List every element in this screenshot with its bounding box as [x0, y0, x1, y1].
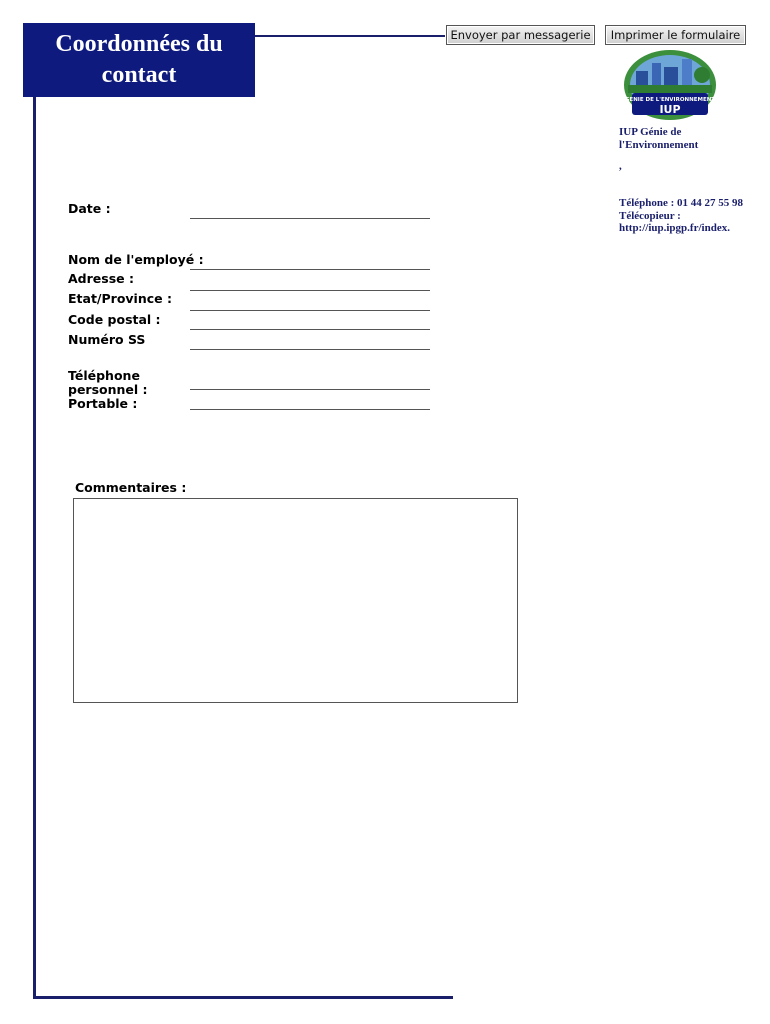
- frame-bottom-border: [33, 996, 453, 999]
- comments-textarea[interactable]: [73, 498, 518, 703]
- personal-phone-field[interactable]: [190, 389, 430, 390]
- organization-phone: Téléphone : 01 44 27 55 98: [619, 197, 744, 209]
- ss-number-label: Numéro SS: [68, 332, 146, 347]
- postal-code-field[interactable]: [190, 329, 430, 330]
- date-field[interactable]: [190, 218, 430, 219]
- email-form-button[interactable]: Envoyer par messagerie: [446, 25, 595, 45]
- frame-top-border: [255, 35, 445, 37]
- organization-name: IUP Génie de l'Environnement: [619, 126, 699, 151]
- postal-code-label: Code postal :: [68, 312, 161, 327]
- date-label: Date :: [68, 201, 111, 216]
- mobile-field[interactable]: [190, 409, 430, 410]
- comments-label: Commentaires :: [75, 480, 187, 495]
- organization-separator: ,: [619, 160, 622, 172]
- employee-name-field[interactable]: [190, 269, 430, 270]
- ss-number-field[interactable]: [190, 349, 430, 350]
- iup-logo-icon: [622, 45, 718, 121]
- page-title: Coordonnées du contact: [23, 23, 255, 97]
- personal-phone-label: Téléphone personnel :: [68, 368, 148, 397]
- frame-left-border: [33, 97, 36, 999]
- print-form-button[interactable]: Imprimer le formulaire: [605, 25, 746, 45]
- state-field[interactable]: [190, 310, 430, 311]
- logo-ring-text: GENIE DE L'ENVIRONNEMENT: [624, 97, 716, 103]
- employee-name-label: Nom de l'employé :: [68, 252, 204, 267]
- logo-brand-text: IUP: [659, 103, 681, 116]
- state-label: Etat/Province :: [68, 291, 172, 306]
- address-field[interactable]: [190, 290, 430, 291]
- address-label: Adresse :: [68, 271, 134, 286]
- organization-url[interactable]: http://iup.ipgp.fr/index.: [619, 222, 730, 234]
- organization-fax: Télécopieur :: [619, 210, 681, 222]
- mobile-label: Portable :: [68, 396, 138, 411]
